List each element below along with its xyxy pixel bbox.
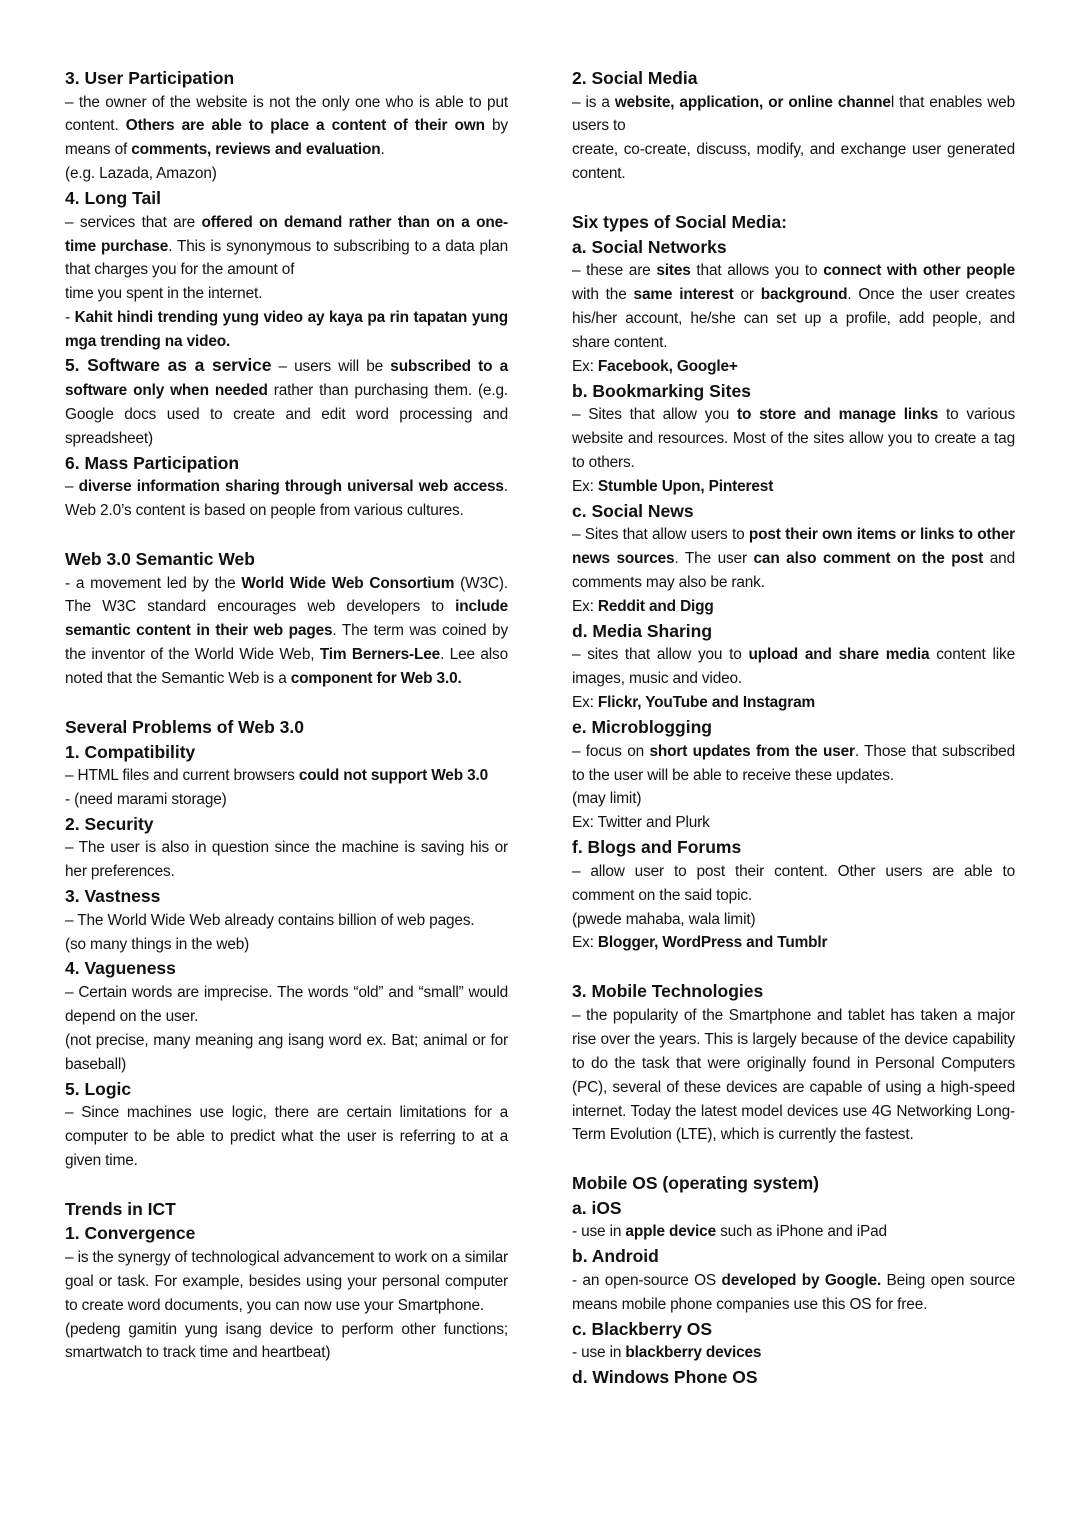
text-run: (so many things in the web) [65,935,250,953]
bold-text: upload and share media [748,646,930,664]
bold-text: Reddit and Digg [597,598,714,615]
text-run: 1. Convergence [65,1223,196,1244]
paragraph [572,1269,1015,1317]
section-heading-4-long-tail [65,186,508,211]
paragraph [65,933,508,957]
bold-text: apple device [625,1223,716,1241]
text-run: – Since machines use logic, there are certain limitations for a computer to be able to predict what the user is referring to at a given time. [65,1104,508,1169]
section-heading-5-logic [65,1077,508,1102]
paragraph [572,1004,1015,1147]
text-run: - (need marami storage) [65,790,227,808]
section-heading-mobile-os-operating-system [572,1171,1015,1196]
text-run: Ex: [572,934,598,952]
section-heading-d-media-sharing [572,619,1015,644]
bold-text: Facebook, Google+ [597,357,738,375]
paragraph [572,860,1015,908]
text-run: that allows you to [690,262,824,280]
text-run: f. Blogs and Forums [572,837,742,858]
text-run: – Certain words are imprecise. The words “old” and “small” would depend on the user. [65,983,508,1025]
bold-text: could not support Web 3.0 [298,767,489,785]
text-run: time you spent in the internet. [65,285,263,303]
bold-text: can also comment on the post [753,550,984,568]
text-run: - a movement led by the [65,574,242,592]
bold-text: subscribed to a software only when needed [65,358,508,399]
text-run: 4. Long Tail [65,188,161,209]
text-run: (not precise, many meaning ang isang word ex. Bat; animal or for baseball) [65,1031,508,1073]
text-run: Being open source means mobile phone companies use this OS for free. [572,1271,1015,1313]
text-run: 5. Logic [65,1078,132,1099]
text-run: . [380,141,385,159]
text-run: a. Social Networks [572,236,727,257]
text-run: . Those that subscribed to the user will be able to receive these updates. [572,742,1015,784]
text-run: d. Media Sharing [572,620,713,641]
text-run: . This is synonymous to subscribing to a data plan that charges you for the amount of [65,237,509,279]
section-heading-a-social-networks [572,235,1015,260]
bold-text: to store and manage links [737,406,939,424]
text-run: . Once the user creates his/her account, he/she can set up a profile, add people, and share content. [572,286,1016,351]
section-heading-1-compatibility [65,740,508,765]
section-heading-3-user-participation [65,66,508,91]
bold-text: 5. Software as a service [65,355,272,376]
section-heading-c-blackberry-os [572,1317,1015,1342]
paragraph [572,691,1015,715]
text-run: 3. Mobile Technologies [572,981,764,1002]
text-run: – services that are [65,213,202,231]
bold-text: include semantic content in their web pages [65,598,508,640]
paragraph [65,1318,508,1366]
bold-text: Flickr, YouTube and Instagram [597,694,816,712]
paragraph [65,572,508,692]
text-run: Ex: Twitter and Plurk [572,814,710,832]
paragraph [65,788,508,812]
text-run: 2. Social Media [572,68,698,88]
bold-text: comments, reviews and evaluation [131,141,381,159]
text-run: – these are [572,262,657,280]
text-run: to various website and resources. Most of the sites allow you to create a tag to others. [572,406,1015,471]
text-run: – is the synergy of technological advancement to work on a similar goal or task. For example, besides using your personal computer to create word documents, you can now use your Smartphone. [65,1248,508,1314]
section-heading-d-windows-phone-os [572,1365,1015,1390]
text-run: such as iPhone and iPad [716,1223,887,1241]
bold-text: background [760,286,848,304]
text-run: - [65,309,75,327]
paragraph [572,740,1015,788]
text-run: . Lee also noted that the Semantic Web is a [65,646,508,688]
text-run: – sites that allow you to [572,646,749,664]
section-heading-b-android [572,1244,1015,1269]
bold-text: World Wide Web Consortium [241,574,455,592]
paragraph [572,787,1015,811]
text-run: – Sites that allow users to [572,526,749,544]
paragraph [65,1101,508,1173]
section-heading-6-mass-participation [65,451,508,476]
section-heading-2-social-media [572,66,1015,91]
section-heading-4-vagueness [65,956,508,981]
section-heading-trends-in-ict [65,1197,508,1222]
text-run: – HTML files and current browsers [65,767,299,785]
bold-text: post their own items or links to other news sources [572,526,1015,568]
paragraph [65,475,508,523]
text-run: content like images, music and video. [572,646,1015,688]
text-run: . The user [674,550,754,568]
paragraph [572,595,1015,619]
text-run: – is a [572,93,615,111]
section-heading-c-social-news [572,499,1015,524]
text-run: – The World Wide Web already contains billion of web pages. [65,911,475,929]
text-run: . Web 2.0’s content is based on people from various cultures. [65,478,508,520]
text-run: – Sites that allow you [572,406,738,424]
text-run: rather than purchasing them. (e.g. Google docs used to create and edit word processing and spreadsheet) [65,381,508,447]
text-run: Web 3.0 Semantic Web [65,549,255,569]
bold-text: connect with other people [823,262,1015,280]
paragraph [572,355,1015,379]
paragraph [572,523,1015,595]
bold-text: sites [656,262,691,280]
bold-text: developed by Google. [721,1271,882,1289]
text-run: (pedeng gamitin yung isang device to perform other functions; smartwatch to track time and heartbeat) [65,1320,508,1362]
bold-text: Kahit hindi trending yung video ay kaya pa rin tapatan yung mga trending na video. [65,309,508,351]
text-run: 1. Compatibility [65,741,196,762]
section-heading-b-bookmarking-sites [572,379,1015,404]
text-run: d. Windows Phone OS [572,1366,758,1387]
text-run: l that enables web users to [572,93,1015,135]
text-run: - an open-source OS [572,1271,722,1289]
bold-text: Blogger, WordPress and Tumblr [597,934,828,952]
paragraph [572,931,1015,955]
paragraph [65,91,508,163]
paragraph [572,91,1015,139]
paragraph [572,1341,1015,1365]
paragraph [65,211,508,283]
text-run: Trends in ICT [65,1198,176,1219]
paragraph [572,259,1015,355]
section-heading-a-ios [572,1196,1015,1221]
bold-text: same interest [633,286,734,304]
text-run: – users will be [271,358,391,376]
bold-text: offered on demand rather than on a one-time purchase [65,213,508,255]
text-run: e. Microblogging [572,717,712,738]
bold-text: short updates from the user [649,742,855,760]
text-run: Ex: [572,694,598,712]
text-run: (W3C). The W3C standard encourages web developers to [65,574,509,616]
text-run: b. Bookmarking Sites [572,380,751,401]
paragraph [65,282,508,306]
text-run: (may limit) [572,790,642,808]
text-run: - use in [572,1223,626,1241]
section-heading-six-types-of-social-media [572,210,1015,235]
text-run: b. Android [572,1246,659,1267]
section-heading-3-mobile-technologies [572,979,1015,1004]
text-run: Mobile OS (operating system) [572,1173,819,1194]
text-run: c. Blackberry OS [572,1318,713,1339]
paragraph [65,1029,508,1077]
text-run: 2. Security [65,813,154,834]
paragraph [65,306,508,354]
section-heading-web-3-0-semantic-web [65,547,508,572]
paragraph [572,811,1015,835]
paragraph [65,836,508,884]
paragraph [65,981,508,1029]
paragraph [572,138,1015,186]
text-run: – the popularity of the Smartphone and tablet has taken a major rise over the years. This is largely because of the device capability to do the task that were originally found in Personal Computers (PC), several of these devices are capable of using a high-speed internet. Today the latest model devices use 4G Networking Long-Term Evolution (LTE), which is currently the fastest. [572,1006,1015,1144]
left-column [65,66,508,1365]
text-run: 4. Vagueness [65,958,176,979]
text-run: Six types of Social Media: [572,212,787,233]
text-run: – [65,478,79,496]
text-run: (pwede mahaba, wala limit) [572,910,756,928]
section-heading-several-problems-of-web-3-0 [65,715,508,740]
section-heading-f-blogs-and-forums [572,835,1015,860]
text-run: – focus on [572,742,650,760]
paragraph [572,475,1015,499]
text-run: with the [572,286,634,304]
text-run: Ex: [572,477,598,495]
text-run: 6. Mass Participation [65,452,240,473]
section-heading-3-vastness [65,884,508,909]
text-run: Ex: [572,357,598,375]
paragraph [65,162,508,186]
paragraph [65,909,508,933]
section-heading-e-microblogging [572,715,1015,740]
text-run: – The user is also in question since the machine is saving his or her preferences. [65,839,508,881]
text-run: - use in [572,1344,626,1362]
paragraph [65,354,508,451]
right-column [572,66,1015,1389]
paragraph [572,643,1015,691]
bold-text: website, application, or online channe [614,93,891,111]
paragraph [572,908,1015,932]
paragraph [572,403,1015,475]
bold-text: component for Web 3.0. [290,670,462,688]
text-run: – the owner of the website is not the only one who is able to put content. [65,93,508,135]
text-run: Several Problems of Web 3.0 [65,717,304,738]
bold-text: Others are able to place a content of their own [125,117,485,135]
paragraph [65,1246,508,1318]
section-heading-2-security [65,812,508,837]
text-run: by means of [65,117,508,159]
paragraph [572,1220,1015,1244]
paragraph [65,764,508,788]
text-run: or [733,286,761,304]
bold-text: Stumble Upon, Pinterest [597,477,774,495]
bold-text: Tim Berners-Lee [319,646,441,664]
text-run: Ex: [572,598,598,615]
text-run: . The term was coined by the inventor of the World Wide Web, [65,622,508,664]
section-heading-1-convergence [65,1221,508,1246]
text-run: 3. Vastness [65,886,161,907]
bold-text: diverse information sharing through universal web access [78,478,504,496]
text-run: a. iOS [572,1197,622,1218]
text-run: create, co-create, discuss, modify, and exchange user generated content. [572,141,1015,183]
bold-text: blackberry devices [625,1344,762,1362]
text-run: – allow user to post their content. Other users are able to comment on the said topic. [572,862,1015,904]
text-run: (e.g. Lazada, Amazon) [65,165,217,183]
text-run: 3. User Participation [65,68,235,88]
text-run: c. Social News [572,500,694,521]
text-run: and comments may also be rank. [572,550,1015,592]
